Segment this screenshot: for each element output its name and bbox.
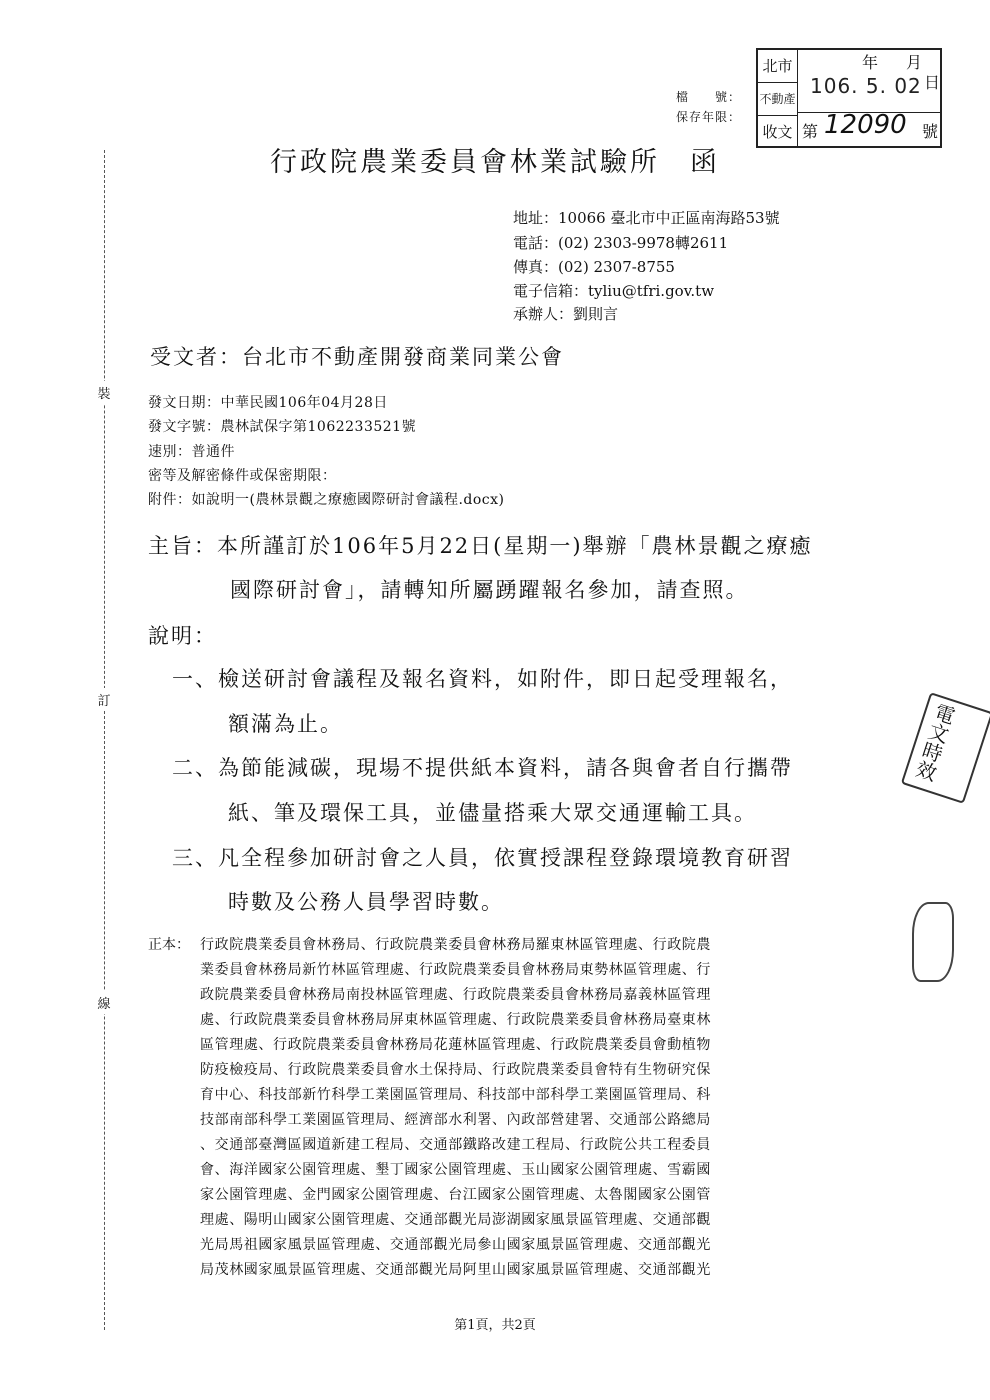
contact-address: 地址：10066 臺北市中正區南海路53號 [513, 209, 780, 227]
delivery-speed: 速別：普通件 [148, 444, 235, 460]
binding-mark-zhuang: 裝 [94, 381, 114, 404]
binding-mark-xian: 線 [94, 991, 114, 1014]
stamp-day-label: 日 [924, 73, 941, 92]
copies-line: 局茂林國家風景區管理處、交通部觀光局阿里山國家風景區管理處、交通部觀光 [200, 1262, 711, 1278]
explanation-item-2-line-1: 二、為節能減碳，現場不提供紙本資料，請各與會者自行攜帶 [172, 756, 793, 780]
copies-line: 處、行政院農業委員會林務局屏東林區管理處、行政院農業委員會林務局臺東林 [200, 1012, 711, 1028]
binding-line [104, 150, 105, 1330]
copies-line: 理處、陽明山國家公園管理處、交通部觀光局澎湖國家風景區管理處、交通部觀 [200, 1212, 711, 1228]
stamp-number-value: 12090 [824, 110, 907, 140]
explanation-item-1-line-2: 額滿為止。 [228, 712, 343, 736]
copies-line: 業委員會林務局新竹林區管理處、行政院農業委員會林務局東勢林區管理處、行 [200, 962, 711, 978]
timeliness-seal-text: 電文時效 [910, 700, 959, 784]
copies-label: 正本： [148, 937, 190, 953]
copies-line: 區管理處、行政院農業委員會林務局花蓮林區管理處、行政院農業委員會動植物 [200, 1037, 711, 1053]
secrecy-level: 密等及解密條件或保密期限： [148, 468, 337, 484]
subject-line-1: 主旨：本所謹訂於106年5月22日(星期一)舉辦「農林景觀之療癒 [148, 534, 813, 558]
stamp-date-value: 106. 5. 02 [810, 74, 922, 98]
timeliness-seal [901, 692, 990, 804]
contact-email: 電子信箱：tyliu@tfri.gov.tw [513, 282, 715, 300]
copies-line: 、交通部臺灣區國道新建工程局、交通部鐵路改建工程局、行政院公共工程委員 [200, 1137, 711, 1153]
issue-number: 發文字號：農林試保字第1062233521號 [148, 419, 417, 435]
retention-label: 保存年限： [676, 110, 742, 124]
issue-date: 發文日期：中華民國106年04月28日 [148, 395, 388, 411]
explanation-item-2-line-2: 紙、筆及環保工具，並儘量搭乘大眾交通運輸工具。 [228, 801, 757, 825]
stamp-org-label: 北市 [758, 50, 798, 83]
copies-line: 政院農業委員會林務局南投林區管理處、行政院農業委員會林務局嘉義林區管理 [200, 987, 711, 1003]
subject-line-2: 國際研討會」，請轉知所屬踴躍報名參加，請查照。 [230, 578, 749, 602]
receipt-stamp [756, 48, 942, 148]
contact-phone: 電話：(02) 2303-9978轉2611 [513, 234, 729, 252]
attachment: 附件：如說明一(農林景觀之療癒國際研討會議程.docx) [148, 492, 505, 508]
document-title: 行政院農業委員會林業試驗所 函 [270, 147, 720, 178]
explanation-heading: 說明： [148, 624, 217, 648]
stamp-receipt-label: 收文 [758, 116, 798, 148]
stamp-dept-label: 不動產 [758, 83, 798, 116]
copies-line: 育中心、科技部新竹科學工業園區管理局、科技部中部科學工業園區管理局、科 [200, 1087, 711, 1103]
recipient: 受文者：台北市不動產開發商業同業公會 [150, 345, 564, 369]
perforation-seal-icon [912, 902, 954, 982]
contact-handler: 承辦人：劉則言 [513, 305, 619, 323]
copies-line: 會、海洋國家公園管理處、墾丁國家公園管理處、玉山國家公園管理處、雪霸國 [200, 1162, 711, 1178]
contact-fax: 傳真：(02) 2307-8755 [513, 258, 675, 276]
binding-mark-ding: 訂 [94, 688, 114, 711]
copies-line: 技部南部科學工業園區管理局、經濟部水利署、內政部營建署、交通部公路總局 [200, 1112, 711, 1128]
copies-line: 光局馬祖國家風景區管理處、交通部觀光局參山國家風景區管理處、交通部觀光 [200, 1237, 711, 1253]
copies-line: 行政院農業委員會林務局、行政院農業委員會林務局羅東林區管理處、行政院農 [200, 937, 711, 953]
copies-line: 家公園管理處、金門國家公園管理處、台江國家公園管理處、太魯閣國家公園管 [200, 1187, 711, 1203]
stamp-year-label: 年 [862, 53, 879, 72]
stamp-number-suffix: 號 [922, 122, 939, 141]
copies-line: 防疫檢疫局、行政院農業委員會水土保持局、行政院農業委員會特有生物研究保 [200, 1062, 711, 1078]
explanation-item-1-line-1: 一、檢送研討會議程及報名資料，如附件，即日起受理報名， [172, 667, 793, 691]
page-footer: 第1頁，共2頁 [454, 1318, 536, 1333]
stamp-number-prefix: 第 [802, 122, 819, 141]
file-number-label: 檔 號： [676, 90, 742, 104]
explanation-item-3-line-2: 時數及公務人員學習時數。 [228, 890, 504, 914]
stamp-month-label: 月 [906, 53, 923, 72]
explanation-item-3-line-1: 三、凡全程參加研討會之人員，依實授課程登錄環境教育研習 [172, 846, 793, 870]
